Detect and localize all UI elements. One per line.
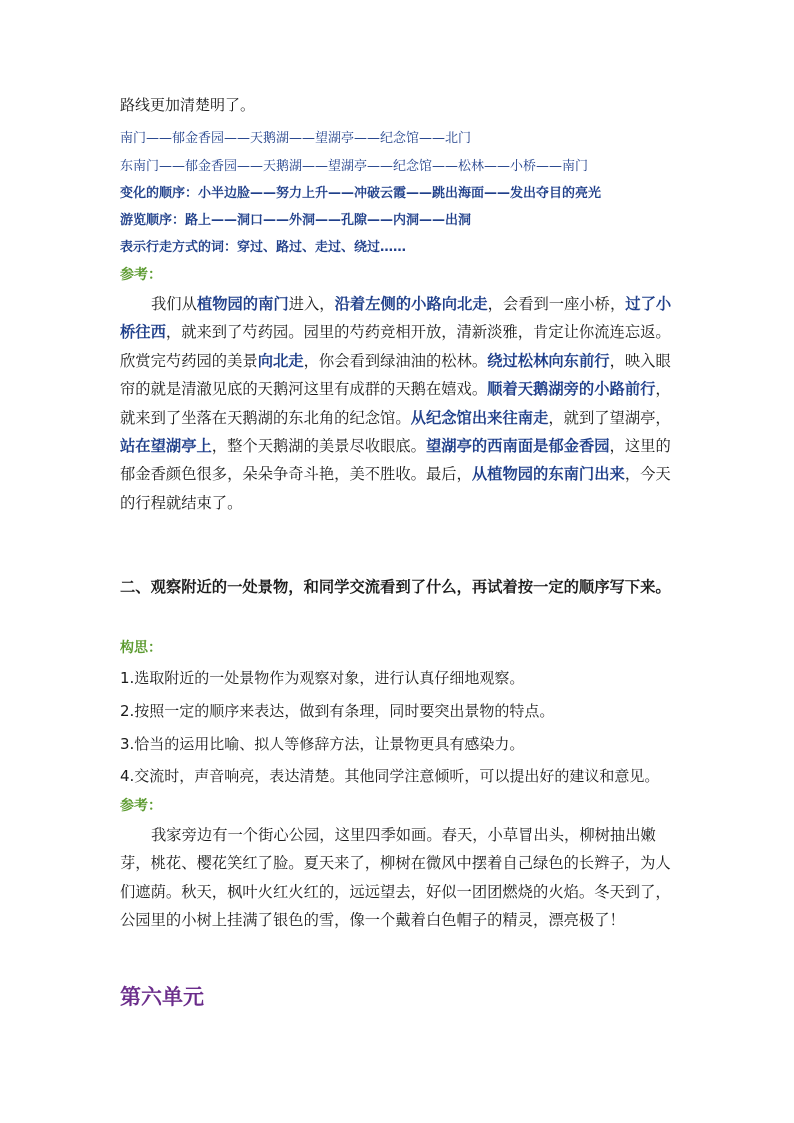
highlight-run: 过了小桥往西 — [120, 295, 672, 342]
highlight-run: 从植物园的东南门出来 — [471, 465, 625, 484]
highlight-run: 植物园的南门 — [196, 295, 289, 313]
idea-item: 4.交流时，声音响亮，表达清楚。其他同学注意倾听，可以提出好的建议和意见。 — [120, 767, 660, 785]
reference-label: 参考： — [120, 267, 162, 283]
text-run: 我们从 — [151, 295, 197, 313]
idea-label: 构思： — [120, 640, 162, 656]
highlight-run: 站在望湖亭上 — [120, 437, 212, 456]
text-run: ，这里的郁金香颜色很多，朵朵争奇斗艳，美不胜收。最后， — [120, 437, 671, 484]
text-run: ，就来到了坐落在天鹅湖的东北角的纪念馆。 — [120, 380, 671, 427]
text-run: ，整个天鹅湖的美景尽收眼底。 — [211, 437, 426, 456]
unit-heading: 第六单元 — [120, 985, 204, 1009]
question-heading: 二、观察附近的一处景物，和同学交流看到了什么，再试着按一定的顺序写下来。 — [120, 578, 671, 596]
text-run: ，你会看到绿油油的松林。 — [303, 351, 488, 370]
text-run: ，映入眼帘的就是清澈见底的天鹅河这里有成群的天鹅在嬉戏。 — [120, 351, 671, 399]
highlight-run: 向北走 — [257, 351, 304, 370]
route-line-1: 南门——郁金香园——天鹅湖——望湖亭——纪念馆——北门 — [120, 131, 472, 146]
change-order-line: 变化的顺序：小半边脸——努力上升——冲破云霞——跳出海面——发出夺目的亮光 — [120, 186, 602, 201]
route-line-2: 东南门——郁金香园——天鹅湖——望湖亭——纪念馆——松林——小桥——南门 — [120, 159, 589, 174]
walk-words-line: 表示行走方式的词：穿过、路过、走过、绕过…… — [120, 240, 407, 255]
reference-label: 参考： — [120, 798, 162, 814]
idea-item: 3.恰当的运用比喻、拟人等修辞方法，让景物更具有感染力。 — [120, 735, 525, 753]
idea-item: 2.按照一定的顺序来表达，做到有条理，同时要突出景物的特点。 — [120, 702, 555, 720]
highlight-run: 从纪念馆出来往南走 — [410, 408, 549, 427]
highlight-run: 望湖亭的西南面是郁金香园 — [425, 437, 610, 456]
highlight-run: 绕过松林向东前行 — [487, 351, 610, 370]
reference-paragraph-route — [120, 290, 680, 517]
tour-order-line: 游览顺序：路上——洞口——外洞——孔隙——内洞——出洞 — [120, 213, 472, 228]
reference-paragraph-park: 我家旁边有一个街心公园，这里四季如画。春天，小草冒出头，柳树抽出嫩芽，桃花、樱花笑红了脸。夏天来了，柳树在微风中摆着自己绿色的长辫子，为人们遮荫。秋天，枫叶火红火红的，远远望去，好似一团团燃烧的火焰。冬天到了，公园里的小树上挂满了银色的雪，像一个戴着白色帽子的精灵，漂亮极了！ — [120, 826, 671, 930]
highlight-run: 顺着天鹅湖旁的小路前行 — [487, 380, 656, 399]
text-run: ，就来到了芍药园。园里的芍药竞相开放，清新淡雅，肯定让你流连忘返。欣赏完芍药园的美景 — [120, 323, 671, 370]
text-run: ，会看到一座小桥， — [487, 295, 626, 313]
highlight-run: 沿着左侧的小路向北走 — [334, 295, 488, 313]
intro-line: 路线更加清楚明了。 — [120, 96, 256, 114]
text-run: 进入， — [288, 295, 335, 313]
idea-item: 1.选取附近的一处景物作为观察对象，进行认真仔细地观察。 — [120, 669, 525, 687]
text-run: ，就到了望湖亭， — [548, 408, 671, 427]
text-run: ，今天的行程就结束了。 — [120, 465, 671, 512]
